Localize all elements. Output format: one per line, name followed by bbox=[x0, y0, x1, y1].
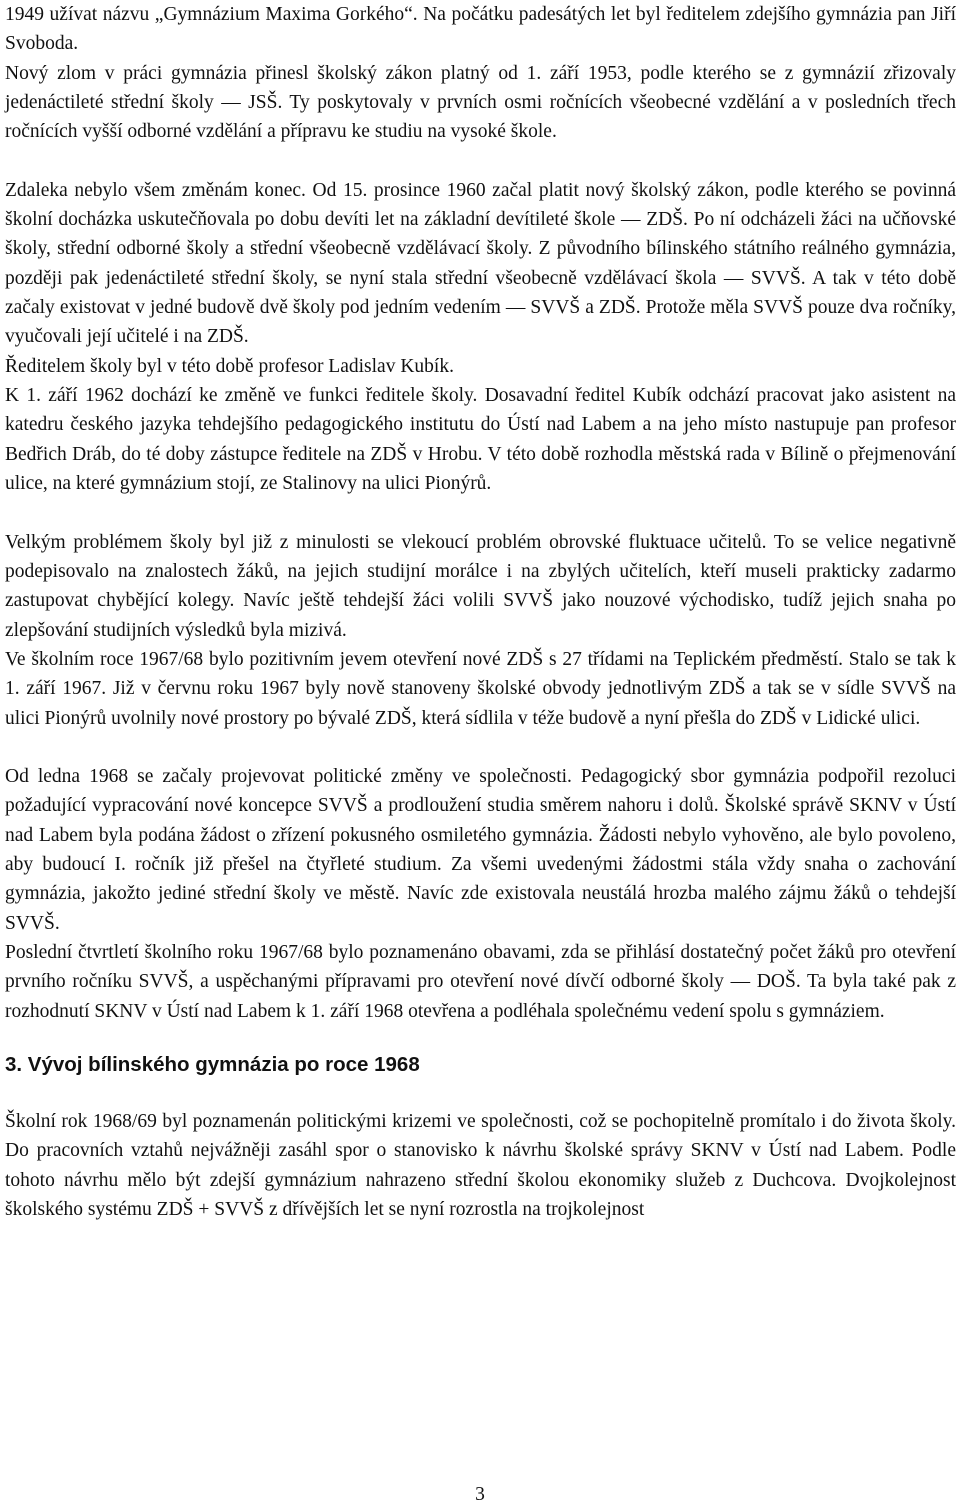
section-gap bbox=[5, 1026, 956, 1050]
paragraph: Ředitelem školy byl v této době profesor Ladislav Kubík. bbox=[5, 355, 454, 377]
paragraph: 1949 užívat názvu „Gymnázium Maxima Gorkého“. Na počátku padesátých let byl ředitelem zdejšího gymnázia pan Jiří Svoboda. bbox=[5, 4, 956, 55]
document-page bbox=[5, 0, 956, 1224]
paragraph: Nový zlom v práci gymnázia přinesl školský zákon platný od 1. září 1953, podle kterého se z gymnázií zřizovaly jedenáctileté střední školy — JSŠ. Ty poskytovaly v prvních osmi ročnících všeobecné vzdělání a v posledních třech ročnících vyšší odborné vzdělání a přípravu ke studiu na vysoké škole. bbox=[5, 62, 956, 143]
paragraph: Od ledna 1968 se začaly projevovat politické změny ve společnosti. Pedagogický sbor gymnázia podpořil rezoluci požadující vypracování nové koncepce SVVŠ a prodloužení studia směrem nahoru i dolů. Školské správě SKNV v Ústí nad Labem byla podána žádost o zřízení pokusného osmiletého gymnázia. Žádosti nebylo vyhověno, ale bylo povoleno, aby budoucí I. ročník již přešel na čtyřleté studium. Za všemi uvedenými žádostmi stála vždy snaha o zachování gymnázia, jakožto jediné střední školy ve městě. Navíc zde existovala neustálá hrozba malého zájmu žáků o tehdejší SVVŠ. bbox=[5, 765, 956, 934]
paragraph-gap bbox=[5, 733, 956, 762]
paragraph: Poslední čtvrtletí školního roku 1967/68 bylo poznamenáno obavami, zda se přihlásí dostatečný počet žáků pro otevření prvního ročníku SVVŠ, a uspěchanými přípravami pro otevření nové dívčí odborné školy — DOŠ. Ta byla také pak z rozhodnutí SKNV v Ústí nad Labem k 1. září 1968 otevřena a podléhala společnému vedení spolu s gymnáziem. bbox=[5, 941, 956, 1022]
paragraph: Ve školním roce 1967/68 bylo pozitivním jevem otevření nové ZDŠ s 27 třídami na Teplickém předměstí. Stalo se tak k 1. září 1967. Již v červnu roku 1967 byly nově stanoveny školské obvody jednotlivým ZDŠ a tak se v sídle SVVŠ na ulici Pionýrů uvolnily nové prostory po bývalé ZDŠ, která sídlila v téže budově a nyní přešla do ZDŠ v Lidické ulici. bbox=[5, 648, 956, 729]
section-gap bbox=[5, 1079, 956, 1107]
paragraph: Zdaleka nebylo všem změnám konec. Od 15. prosince 1960 začal platit nový školský zákon, podle kterého se povinná školní docházka uskutečňovala po dobu devíti let na základní devítileté škole — ZDŠ. Po ní odcházeli žáci na učňovské školy, střední odborné školy a střední všeobecně vzdělávací školy. Z původního bílinského státního reálného gymnázia, později pak jedenáctileté střední školy, se nyní stala střední všeobecně vzdělávací škola — SVVŠ. A tak v této době začaly existovat v jedné budově dvě školy pod jedním vedením — SVVŠ a ZDŠ. Protože měla SVVŠ pouze dva ročníky, vyučovali její učitelé i na ZDŠ. bbox=[5, 179, 956, 348]
paragraph: K 1. září 1962 dochází ke změně ve funkci ředitele školy. Dosavadní ředitel Kubík odchází pracovat jako asistent na katedru českého jazyka tehdejšího pedagogického institutu do Ústí nad Labem a na jeho místo nastupuje pan profesor Bedřich Dráb, do té doby zástupce ředitele na ZDŠ v Hrobu. V této době rozhodla městská rada v Bílině o přejmenování ulice, na které gymnázium stojí, ze Stalinovy na ulici Pionýrů. bbox=[5, 385, 956, 495]
paragraph: Velkým problémem školy byl již z minulosti se vlekoucí problém obrovské fluktuace učitelů. To se velice negativně podepisovalo na znalostech žáků, na jejich studijní morálce i na zbylých učitelích, kteří museli prakticky zadarmo zastupovat chybějící kolegy. Navíc ještě tehdejší žáci volili SVVŠ jako nouzové východisko, tudíž jejich snaha po zlepšování studijních výsledků byla mizivá. bbox=[5, 531, 956, 641]
paragraph-gap bbox=[5, 499, 956, 528]
page-number: 3 bbox=[475, 1484, 485, 1505]
paragraph-gap bbox=[5, 147, 956, 176]
section-heading: 3. Vývoj bílinského gymnázia po roce 1968 bbox=[5, 1053, 420, 1076]
paragraph: Školní rok 1968/69 byl poznamenán politickými krizemi ve společnosti, což se pochopitelně promítalo i do života školy. Do pracovních vztahů nejvážněji zasáhl spor o stanovisko k návrhu školské správy SKNV v Ústí nad Labem. Podle tohoto návrhu mělo být zdejší gymnázium nahrazeno střední školou ekonomiky služeb z Duchcova. Dvojkolejnost školského systému ZDŠ + SVVŠ z dřívějších let se nyní rozrostla na trojkolejnost bbox=[5, 1111, 956, 1221]
